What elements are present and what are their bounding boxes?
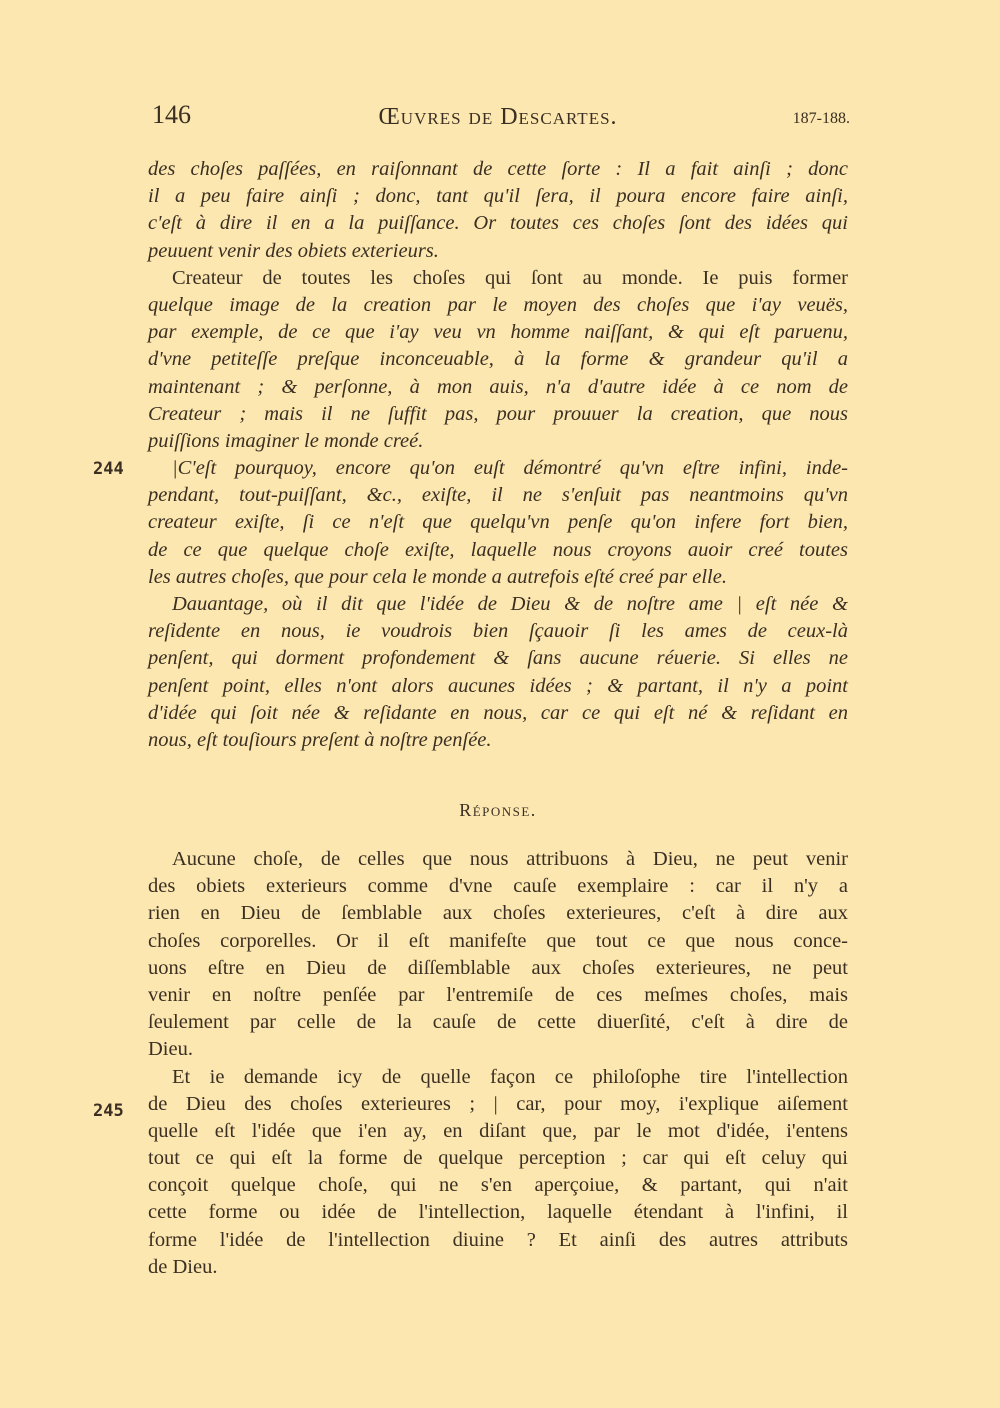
text-line: nous, eſt touſiours preſent à noſtre penſée. — [148, 728, 492, 751]
text-line: des choſes paſſées, en raiſonnant de cette ſorte : Il a fait ainſi ; donc — [148, 158, 848, 180]
running-title: Œuvres de Descartes. — [378, 104, 618, 130]
text-line: penſent point, elles n'ont alors aucunes idées ; & partant, il n'y a point — [148, 674, 848, 697]
page-number: 146 — [152, 100, 191, 129]
text-line: createur exiſte, ſi ce n'eſt que quelqu'vn penſe qu'on infere fort bien, — [148, 511, 848, 534]
text-line: de Dieu des choſes exterieures ; | car, pour moy, i'explique aiſement — [148, 1092, 848, 1115]
text-line: quelque image de la creation par le moyen des choſes que i'ay veuës, — [148, 293, 848, 316]
text-line: |C'eſt pourquoy, encore qu'on euſt démontré qu'vn eſtre infini, inde- — [172, 457, 848, 480]
text-line: peuuent venir des obiets exterieurs. — [148, 239, 439, 262]
text-line: d'idée qui ſoit née & reſidante en nous, car ce qui eſt né & reſidant en — [148, 701, 848, 724]
text-line: reſidente en nous, ie voudrois bien ſçauoir ſi les ames de ceux-là — [148, 620, 848, 643]
text-line: Dieu. — [148, 1038, 193, 1061]
text-line: c'eſt à dire il en a la puiſſance. Or toutes ces choſes ſont des idées qui — [148, 212, 848, 235]
reponse-heading: Réponse. — [459, 800, 537, 820]
page-header — [148, 100, 848, 140]
text-line: ſeulement par celle de la cauſe de cette diuerſité, c'eſt à dire de — [148, 1011, 848, 1034]
text-line: par exemple, de ce que i'ay veu vn homme naiſſant, & qui eſt paruenu, — [148, 321, 848, 344]
text-line: venir en noſtre penſée par l'entremiſe de ces meſmes choſes, mais — [148, 983, 848, 1006]
text-line: de ce que quelque choſe exiſte, laquelle nous croyons auoir creé toutes — [148, 538, 848, 561]
text-line: rien en Dieu de ſemblable aux choſes exterieures, c'eſt à dire aux — [148, 902, 848, 925]
paragraph — [148, 846, 848, 1064]
text-line: puiſſions imaginer le monde creé. — [148, 429, 424, 452]
text-line: conçoit quelque choſe, qui ne s'en aperçoiue, & partant, qui n'ait — [148, 1174, 848, 1197]
text-line: d'vne petiteſſe preſque inconceuable, à la forme & grandeur qu'il a — [148, 348, 848, 371]
text-line: tout ce qui eſt la forme de quelque perception ; car qui eſt celuy qui — [148, 1147, 848, 1170]
margin-note-244: 244 — [93, 459, 124, 479]
text-line: cette forme ou idée de l'intellection, laquelle étendant à l'infini, il — [148, 1201, 848, 1224]
reponse-text — [148, 846, 848, 1281]
text-line: des obiets exterieurs comme d'vne cauſe exemplaire : car il n'y a — [148, 875, 848, 898]
text-line: quelle eſt l'idée que i'en ay, en diſant que, par le mot d'idée, i'entens — [148, 1119, 848, 1142]
paragraph — [148, 156, 848, 265]
paragraph — [148, 455, 848, 591]
text-line: forme l'idée de l'intellection diuine ? Et ainſi des autres attributs — [148, 1228, 848, 1251]
text-line: pendant, tout-puiſſant, &c., exiſte, il ne s'enſuit pas neantmoins qu'vn — [148, 484, 848, 507]
text-line: Dauantage, où il dit que l'idée de Dieu & de noſtre ame | eſt née & — [172, 593, 848, 615]
text-line: il a peu faire ainſi ; donc, tant qu'il ſera, il poura encore faire ainſi, — [148, 185, 848, 208]
text-line: uons eſtre en Dieu de diſſemblable aux choſes exterieures, ne peut — [148, 956, 848, 979]
text-line: de Dieu. — [148, 1255, 218, 1278]
page-references: 187-188. — [792, 110, 850, 127]
text-line: Createur de toutes les choſes qui ſont au monde. Ie puis former — [172, 266, 848, 289]
paragraph — [148, 265, 848, 455]
text-line: Et ie demande icy de quelle façon ce philoſophe tire l'intellection — [172, 1065, 848, 1088]
objection-text — [148, 156, 848, 754]
text-line: choſes corporelles. Or il eſt manifeſte que tout ce que nous conce- — [148, 929, 848, 952]
paragraph — [148, 1064, 848, 1282]
text-line: les autres choſes, que pour cela le monde a autrefois eſté creé par elle. — [148, 565, 727, 588]
text-line: penſent, qui dorment profondement & ſans aucune réuerie. Si elles ne — [148, 647, 848, 670]
margin-note-245: 245 — [93, 1101, 124, 1121]
text-line: Aucune choſe, de celles que nous attribuons à Dieu, ne peut venir — [172, 848, 848, 870]
text-line: maintenant ; & perſonne, à mon auis, n'a d'autre idée à ce nom de — [148, 375, 848, 398]
text-line: Createur ; mais il ne ſuffit pas, pour prouuer la creation, que nous — [148, 402, 848, 425]
paragraph — [148, 591, 848, 754]
